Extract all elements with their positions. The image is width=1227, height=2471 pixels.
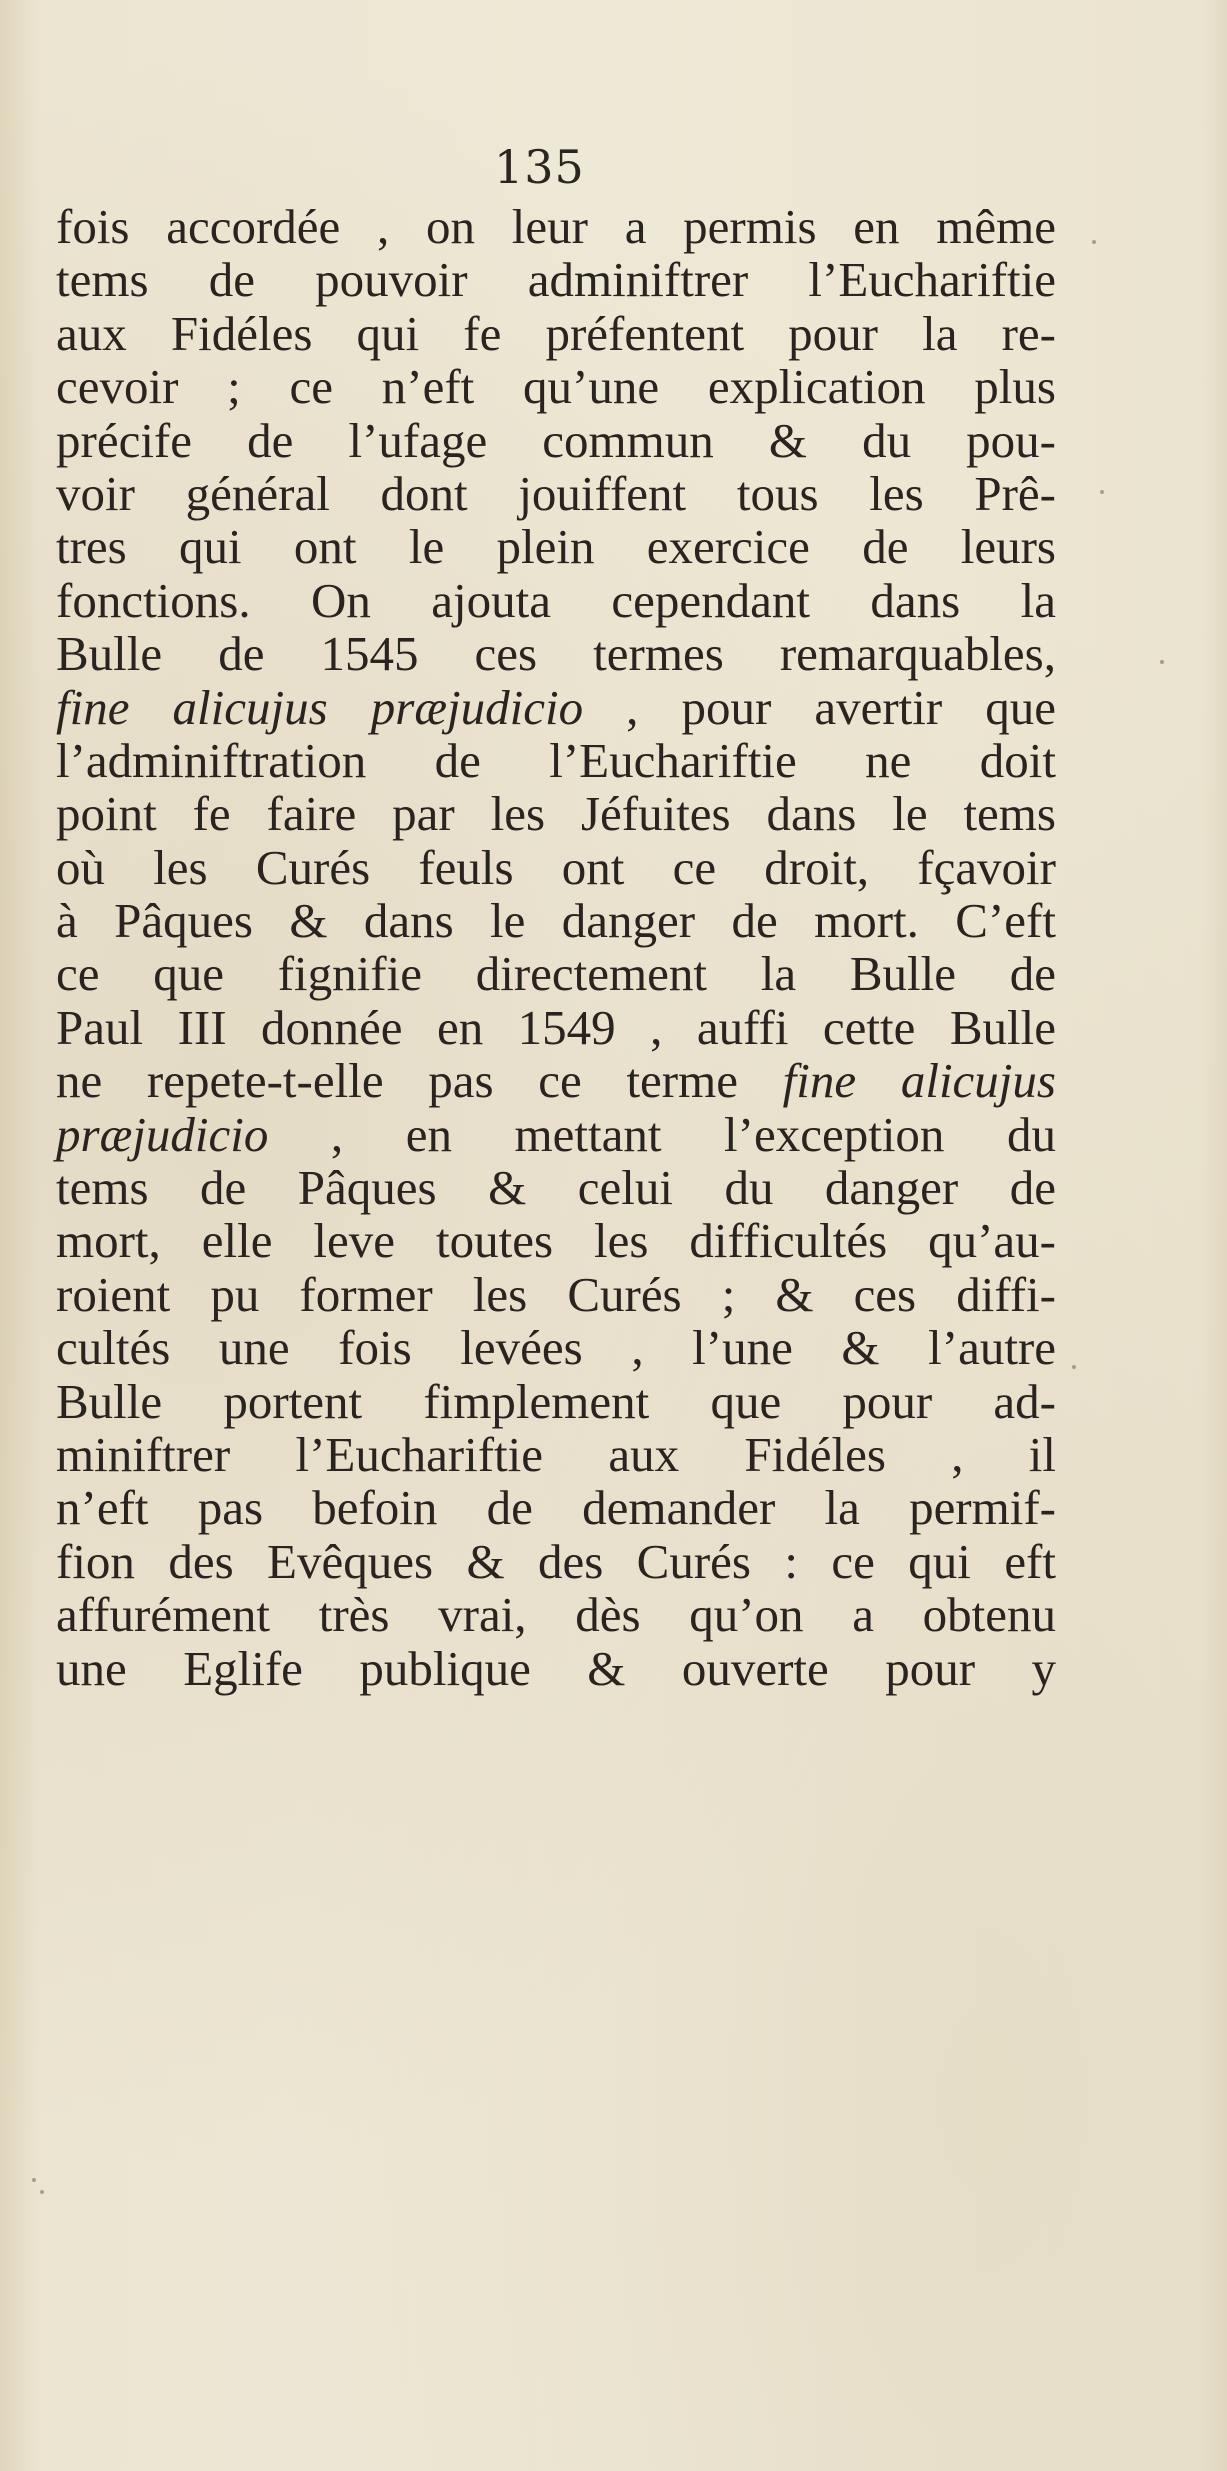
text-line: cultés une fois levées , l’une & l’autre xyxy=(56,1320,1056,1376)
text-line: tres qui ont le plein exercice de leurs xyxy=(56,519,1056,575)
text-line: l’adminiftration de l’Euchariftie ne doit xyxy=(56,732,1056,788)
text-line: précife de l’ufage commun & du pou- xyxy=(56,412,1056,468)
text-line: Bulle de 1545 ces termes remarquables, xyxy=(56,626,1056,682)
text-line: ce que fignifie directement la Bulle de xyxy=(56,946,1056,1002)
text-line: roient pu former les Curés ; & ces diffi- xyxy=(56,1266,1056,1322)
text-line: tems de pouvoir adminiftrer l’Euchariftie xyxy=(56,252,1056,308)
text-line: voir général dont jouiffent tous les Prê- xyxy=(56,465,1056,521)
text-line: cevoir ; ce n’eft qu’une explication plus xyxy=(56,359,1056,415)
text-line: tems de Pâques & celui du danger de xyxy=(56,1160,1056,1216)
text-line: point fe faire par les Jéfuites dans le tems xyxy=(56,786,1056,842)
italic-phrase: fine alicujus xyxy=(782,1053,1056,1109)
italic-phrase: præjudicio xyxy=(56,1106,269,1162)
text-line: fois accordée , on leur a permis en même xyxy=(56,199,1056,254)
text-line: aux Fidéles qui fe préfentent pour la re- xyxy=(56,305,1056,361)
paper-speck xyxy=(40,2190,44,2194)
page-number: 135 xyxy=(494,140,585,194)
paper-speck xyxy=(1092,240,1096,244)
text-line: Paul III donnée en 1549 , auffi cette Bulle xyxy=(56,999,1056,1055)
text-line: miniftrer l’Euchariftie aux Fidéles , il xyxy=(56,1426,1056,1482)
text-line: ne repete-t-elle pas ce terme fine alicujus xyxy=(56,1053,1056,1109)
paper-speck xyxy=(1100,490,1104,494)
text-line: où les Curés feuls ont ce droit, fçavoir xyxy=(56,839,1056,895)
text-line: n’eft pas befoin de demander la permif- xyxy=(56,1480,1056,1536)
text-line: fine alicujus præjudicio , pour avertir que xyxy=(56,679,1056,735)
text-line: affurément très vrai, dès qu’on a obtenu xyxy=(56,1587,1056,1643)
text-line: fion des Evêques & des Curés : ce qui eft xyxy=(56,1533,1056,1589)
body-text xyxy=(56,200,1056,1695)
text-line: à Pâques & dans le danger de mort. C’eft xyxy=(56,893,1056,949)
paper-speck xyxy=(32,2178,36,2182)
text-line: une Eglife publique & ouverte pour y xyxy=(56,1640,1056,1696)
text-line: mort, elle leve toutes les difficultés qu’au- xyxy=(56,1213,1056,1269)
text-line: Bulle portent fimplement que pour ad- xyxy=(56,1373,1056,1429)
text-line: fonctions. On ajouta cependant dans la xyxy=(56,572,1056,628)
paper-speck xyxy=(1160,660,1164,664)
italic-phrase: fine alicujus præjudicio xyxy=(56,679,584,735)
paper-speck xyxy=(1072,1365,1076,1369)
text-line: præjudicio , en mettant l’exception du xyxy=(56,1106,1056,1162)
